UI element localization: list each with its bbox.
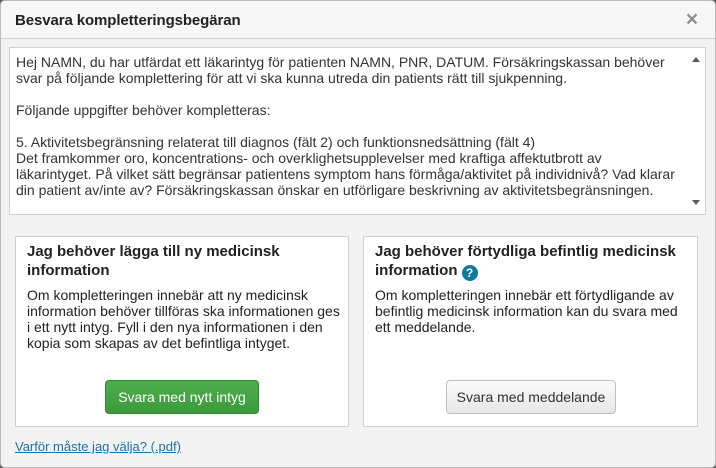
scroll-up-arrow-icon[interactable] xyxy=(692,57,700,62)
help-icon[interactable]: ? xyxy=(462,265,478,281)
option-new-title: Jag behöver lägga till ny medicinsk information xyxy=(27,243,280,279)
option-clarify-description: Om kompletteringen innebär ett förtydligande av befintlig medicinsk information kan du svara med ett meddelande. xyxy=(375,287,678,335)
message-item-title: 5. Aktivitetsbegränsning relaterat till diagnos (fält 2) och funktionsnedsättning (fält 4) xyxy=(16,134,536,150)
spacer xyxy=(16,86,679,102)
message-item-body: Det framkommer oro, koncentrations- och overklighetsupplevelser med kraftiga affektutbrott av läkarintyget. På vilket sätt begränsar patientens symptom hans förmåga/aktivitet på individnivå? Vad klarar din patient av/inte av? Försäkringskassan önskar en utförligare beskrivning av aktivitetsbegränsningen. xyxy=(16,150,675,198)
option-clarify-title xyxy=(375,242,685,281)
option-new-information-panel xyxy=(15,236,349,427)
option-new-description: Om kompletteringen innebär att ny medicinsk information behöver tillföras ska informationen ges i ett nytt intyg. Fyll i den nya informationen i den kopia som skapas av det befintliga intyget. xyxy=(27,287,340,351)
answer-with-message-button[interactable]: Svara med meddelande xyxy=(446,380,616,414)
spacer xyxy=(16,118,679,134)
dialog-title: Besvara kompletteringsbegäran xyxy=(15,12,241,29)
dialog-header xyxy=(1,1,715,39)
request-message-box[interactable] xyxy=(9,47,706,215)
why-choose-pdf-link[interactable]: Varför måste jag välja? (.pdf) xyxy=(15,439,181,454)
message-scrollbar[interactable] xyxy=(688,48,705,214)
option-clarify-title-text: Jag behöver förtydliga befintlig medicinsk information xyxy=(375,243,676,279)
message-intro: Hej NAMN, du har utfärdat ett läkarintyg för patienten NAMN, PNR, DATUM. Försäkringskassan behöver svar på följande komplettering för att vi ska kunna utreda din patients rätt till sjukpenning. xyxy=(16,54,665,86)
scroll-down-arrow-icon[interactable] xyxy=(692,200,700,205)
answer-with-new-certificate-button[interactable]: Svara med nytt intyg xyxy=(105,380,259,414)
option-clarify-panel xyxy=(363,236,698,427)
close-icon[interactable]: × xyxy=(685,8,699,31)
message-list-heading: Följande uppgifter behöver kompletteras: xyxy=(16,102,271,118)
